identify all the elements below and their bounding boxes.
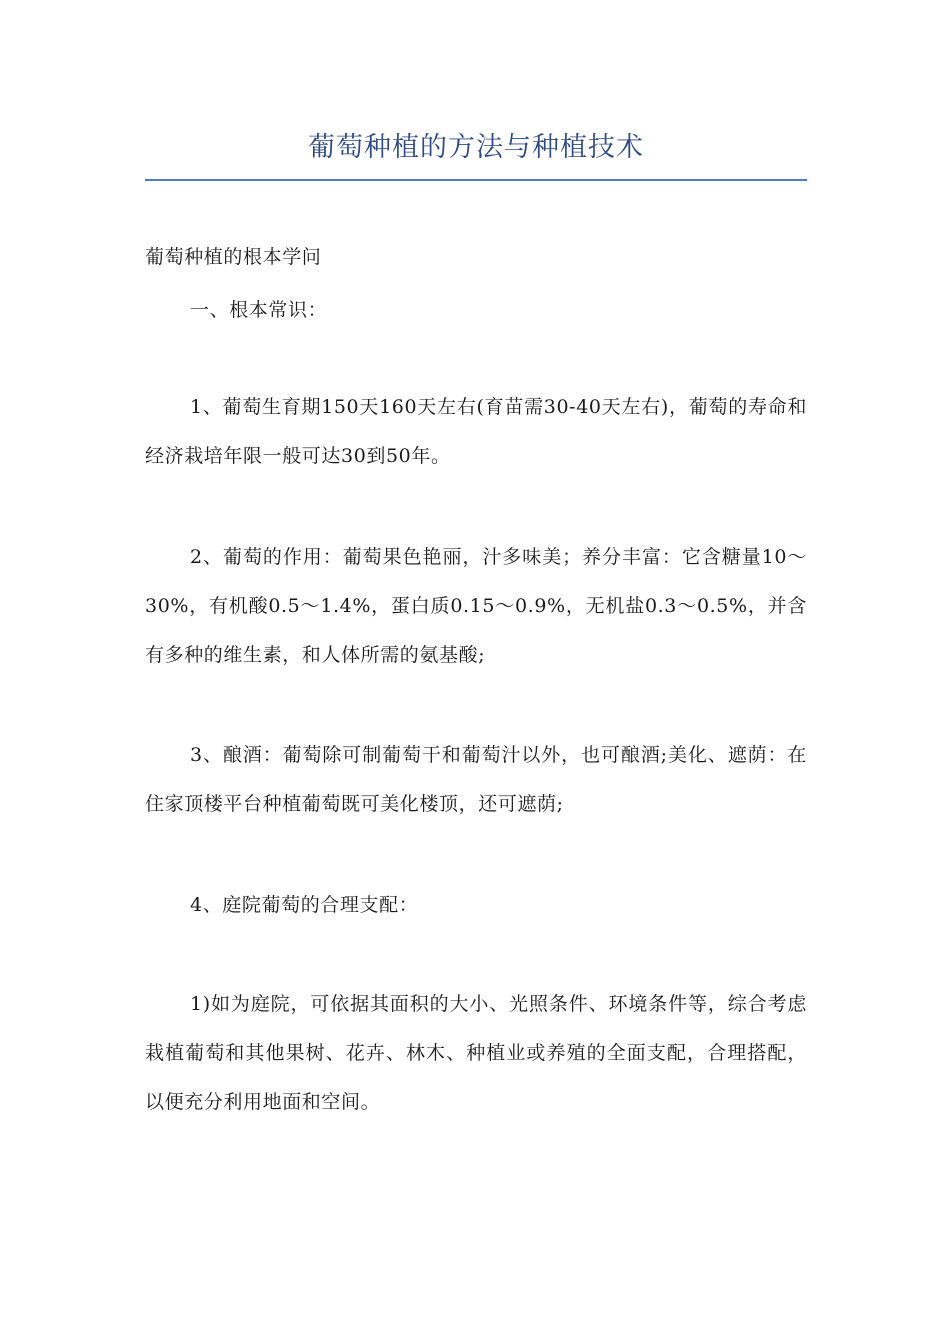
paragraph-item-2: 2、葡萄的作用：葡萄果色艳丽，汁多味美；养分丰富：它含糖量10～30%，有机酸0.5～1.4%，蛋白质0.15～0.9%，无机盐0.3～0.5%，并含有多种的维生素，和人体所需的氨基酸; [145, 546, 807, 666]
paragraph-item-4-1: 1)如为庭院，可依据其面积的大小、光照条件、环境条件等，综合考虑栽植葡萄和其他果树、花卉、林木、种植业或养殖的全面支配，合理搭配，以便充分利用地面和空间。 [145, 993, 807, 1113]
paragraph-item-3: 3、酿酒：葡萄除可制葡萄干和葡萄汁以外，也可酿酒;美化、遮荫：在住家顶楼平台种植葡萄既可美化楼顶，还可遮荫; [145, 744, 807, 815]
section-one-label: 一、根本常识： [190, 299, 328, 321]
document-title: 葡萄种植的方法与种植技术 [308, 132, 644, 163]
title-underline [145, 179, 807, 181]
paragraph-item-4: 4、庭院葡萄的合理支配： [190, 894, 419, 916]
paragraph-item-1: 1、葡萄生育期150天160天左右(育苗需30-40天左右)，葡萄的寿命和经济栽培年限一般可达30到50年。 [145, 396, 807, 467]
section-heading: 葡萄种植的根本学问 [145, 246, 322, 268]
